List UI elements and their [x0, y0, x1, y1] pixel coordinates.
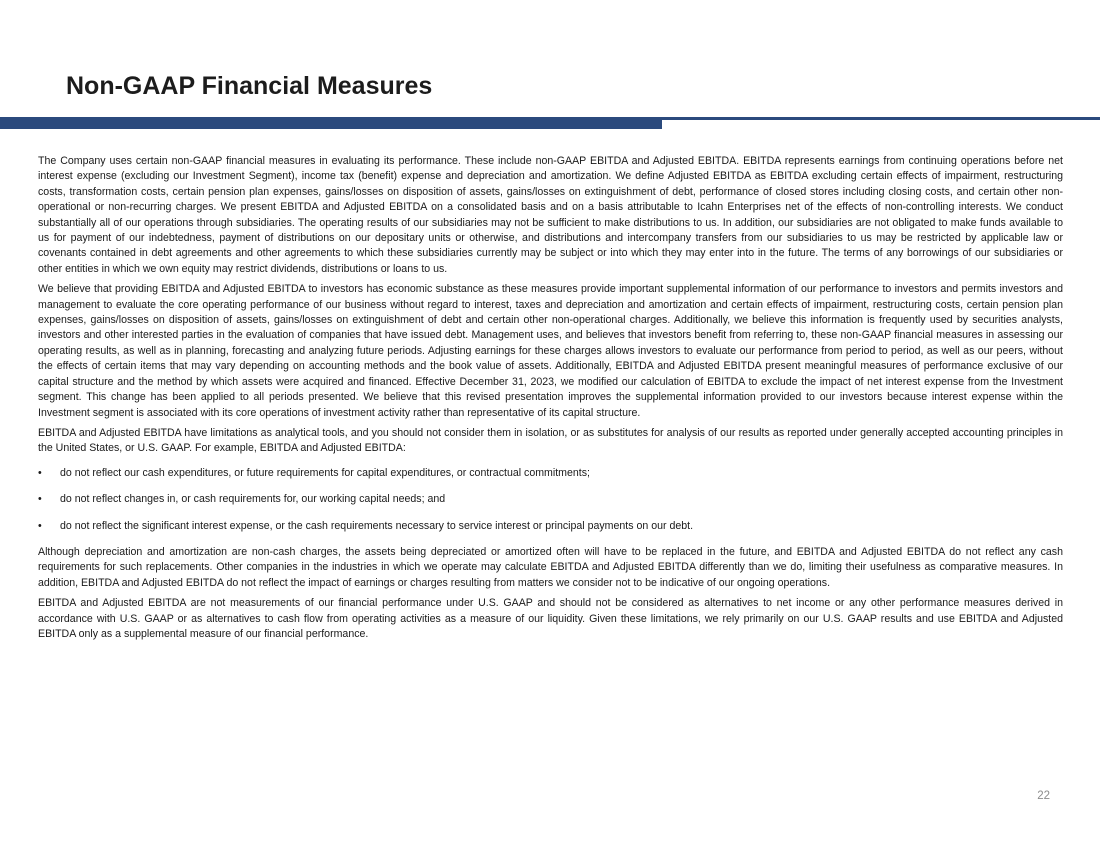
paragraph-rationale: We believe that providing EBITDA and Adjusted EBITDA to investors has economic substance as these measures provide important supplemental information of our performance to investors and permits investors and management to evaluate the core operating performance of our business without regard to interest, taxes and depreciation and amortization and certain effects of impairment, restructuring costs, certain pension plan expenses, gains/losses on disposition of assets, gains/losses on extinguishment of debt and certain other non-operational charges. Additionally, we believe this information is frequently used by securities analysts, investors and other interested parties in the evaluation of companies that have issued debt. Management uses, and believes that investors benefit from referring to, these non-GAAP financial measures in assessing our operating results, as well as in planning, forecasting and analyzing future periods. Adjusting earnings for these charges allows investors to evaluate our performance from period to period, as well as our peers, without the effects of certain items that may vary depending on accounting methods and the book value of assets. Additionally, EBITDA and Adjusted EBITDA present meaningful measures of performance exclusive of our capital structure and the method by which assets were acquired and financed. Effective December 31, 2023, we modified our calculation of EBITDA to exclude the impact of net interest expense from the Investment segment. This change has been applied to all periods presented. We believe that this revised presentation improves the supplemental information provided to our investors because interest expense within the Investment segment is associated with its core operations of investment activity rather than representative of its capital structure. [38, 283, 1063, 419]
bullet-icon: • [38, 493, 42, 506]
list-item-text: do not reflect changes in, or cash requirements for, our working capital needs; and [60, 493, 446, 506]
page-title: Non-GAAP Financial Measures [66, 72, 433, 100]
bullet-icon: • [38, 519, 42, 532]
list-item [38, 519, 1063, 534]
paragraph-not-gaap: EBITDA and Adjusted EBITDA are not measurements of our financial performance under U.S. GAAP and should not be considered as alternatives to net income or any other performance measures derived in accordance with U.S. GAAP or as alternatives to cash flow from operating activities as a measure of our liquidity. Given these limitations, we rely primarily on our U.S. GAAP results and use EBITDA and Adjusted EBITDA only as a supplemental measure of our financial performance. [38, 597, 1063, 640]
limitations-list [38, 466, 1063, 534]
title-underline-thin [662, 117, 1100, 120]
list-item-text: do not reflect our cash expenditures, or future requirements for capital expenditures, or contractual commitments; [60, 466, 590, 479]
paragraph-intro: The Company uses certain non-GAAP financial measures in evaluating its performance. These include non-GAAP EBITDA and Adjusted EBITDA. EBITDA represents earnings from continuing operations before net interest expense (excluding our Investment Segment), income tax (benefit) expense and depreciation and amortization. We define Adjusted EBITDA as EBITDA excluding certain effects of impairment, restructuring costs, transformation costs, certain pension plan expenses, gains/losses on disposition of assets, gains/losses on extinguishment of debt, performance of closed stores including closing costs, and certain other non-operational or non-recurring charges. We present EBITDA and Adjusted EBITDA on a consolidated basis and on a basis attributable to Icahn Enterprises net of the effects of non-controlling interests. We conduct substantially all of our operations through subsidiaries. The operating results of our subsidiaries may not be sufficient to make distributions to us. In addition, our subsidiaries are not obligated to make funds available to us for payment of our indebtedness, payment of distributions on our depositary units or otherwise, and distributions and intercompany transfers from our subsidiaries to us may be restricted by applicable law or covenants contained in debt agreements and other agreements to which these subsidiaries currently may be subject or into which they may enter into in the future. The terms of any borrowings of our subsidiaries or other entities in which we own equity may restrict dividends, distributions or loans to us. [38, 155, 1063, 275]
paragraph-limitations: EBITDA and Adjusted EBITDA have limitations as analytical tools, and you should not consider them in isolation, or as substitutes for analysis of our results as reported under generally accepted accounting principles in the United States, or U.S. GAAP. For example, EBITDA and Adjusted EBITDA: [38, 426, 1063, 455]
title-underline-bar [0, 117, 662, 129]
list-item [38, 492, 1063, 507]
list-item [38, 466, 1063, 481]
page-number: 22 [1037, 790, 1050, 802]
body-content [38, 154, 1063, 647]
paragraph-depreciation: Although depreciation and amortization are non-cash charges, the assets being depreciated or amortized often will have to be replaced in the future, and EBITDA and Adjusted EBITDA do not reflect any cash requirements for such replacements. Other companies in the industries in which we operate may calculate EBITDA and Adjusted EBITDA differently than we do, limiting their usefulness as comparative measures. In addition, EBITDA and Adjusted EBITDA do not reflect the impact of earnings or charges resulting from matters we consider not to be indicative of our ongoing operations. [38, 545, 1063, 589]
list-item-text: do not reflect the significant interest expense, or the cash requirements necessary to service interest or principal payments on our debt. [60, 519, 694, 532]
bullet-icon: • [38, 466, 42, 479]
